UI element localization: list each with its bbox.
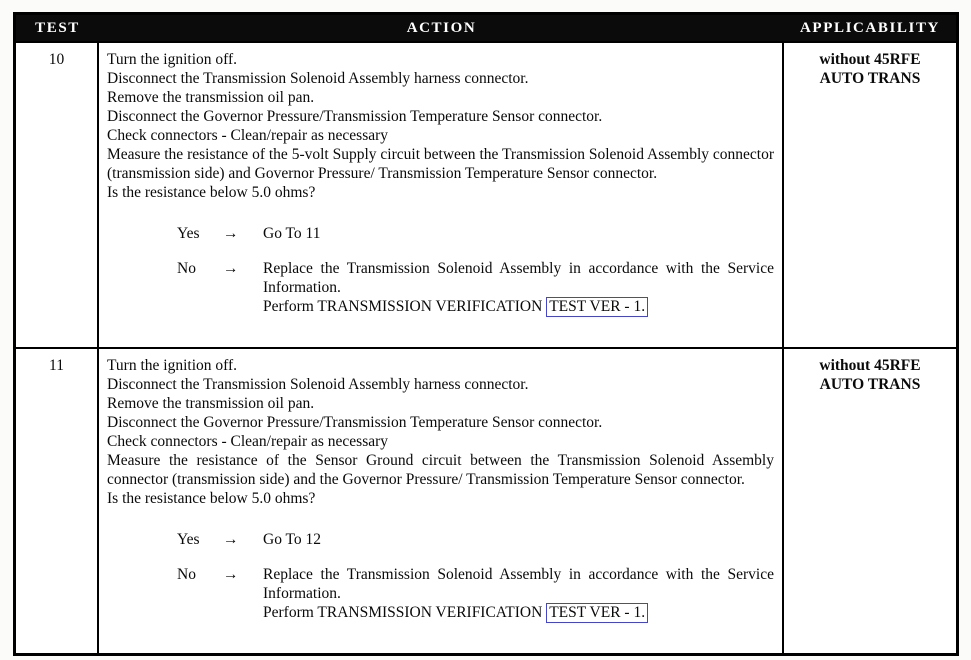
applicability-line: AUTO TRANS <box>819 70 921 87</box>
right-arrow-icon: → <box>223 260 239 277</box>
header-cell-test: TEST <box>35 20 80 36</box>
test-ver-link[interactable]: TEST VER - 1. <box>546 297 648 317</box>
applicability-line: without 45RFE <box>819 51 921 68</box>
applicability-line: without 45RFE <box>819 357 921 374</box>
action-step: Disconnect the Transmission Solenoid Assembly harness connector. <box>107 70 529 87</box>
action-step: Remove the transmission oil pan. <box>107 89 315 106</box>
table-row-test-10 <box>16 41 956 347</box>
action-step: Disconnect the Governor Pressure/Transmission Temperature Sensor connector. <box>107 108 603 125</box>
action-question: Is the resistance below 5.0 ohms? <box>107 490 316 507</box>
no-action: Replace the Transmission Solenoid Assembly in accordance with the Service Information. <box>263 566 774 602</box>
action-step: Disconnect the Transmission Solenoid Assembly harness connector. <box>107 376 529 393</box>
perform-prefix: Perform TRANSMISSION VERIFICATION <box>263 298 547 315</box>
action-step: Remove the transmission oil pan. <box>107 395 315 412</box>
test-number: 11 <box>16 349 99 653</box>
yes-branch <box>107 530 774 549</box>
header-cell-applicability: APPLICABILITY <box>800 20 940 36</box>
yes-label: Yes <box>177 531 200 548</box>
yes-action: Go To 11 <box>263 225 321 242</box>
applicability-line: AUTO TRANS <box>819 376 921 393</box>
right-arrow-icon: → <box>223 531 239 548</box>
right-arrow-icon: → <box>223 566 239 583</box>
no-action: Replace the Transmission Solenoid Assembly in accordance with the Service Information. <box>263 260 774 296</box>
no-label: No <box>177 566 196 583</box>
yes-action: Go To 12 <box>263 531 322 548</box>
action-cell <box>99 43 784 347</box>
table-header <box>16 15 956 41</box>
action-step: Turn the ignition off. <box>107 51 238 68</box>
action-question: Is the resistance below 5.0 ohms? <box>107 184 316 201</box>
action-cell <box>99 349 784 653</box>
action-step: Check connectors - Clean/repair as necessary <box>107 433 389 450</box>
action-step: Disconnect the Governor Pressure/Transmission Temperature Sensor connector. <box>107 414 603 431</box>
yes-branch <box>107 224 774 243</box>
action-step: Check connectors - Clean/repair as necessary <box>107 127 389 144</box>
applicability-cell <box>784 43 956 347</box>
test-number: 10 <box>16 43 99 347</box>
diagnostic-test-table <box>13 12 959 656</box>
applicability-cell <box>784 349 956 653</box>
right-arrow-icon: → <box>223 225 239 242</box>
no-action-block <box>263 259 774 316</box>
perform-line <box>263 603 774 622</box>
no-label: No <box>177 260 196 277</box>
action-step: Measure the resistance of the 5-volt Supply circuit between the Transmission Solenoid Assembly connector (transmission side) and Governor Pressure/ Transmission Temperature Sensor connector. <box>107 146 774 182</box>
action-step: Turn the ignition off. <box>107 357 238 374</box>
perform-line <box>263 297 774 316</box>
no-action-block <box>263 565 774 622</box>
test-ver-link[interactable]: TEST VER - 1. <box>546 603 648 623</box>
no-branch <box>107 565 774 622</box>
perform-prefix: Perform TRANSMISSION VERIFICATION <box>263 604 547 621</box>
yes-label: Yes <box>177 225 200 242</box>
header-cell-action: ACTION <box>406 20 477 36</box>
table-row-test-11 <box>16 347 956 653</box>
action-step: Measure the resistance of the Sensor Ground circuit between the Transmission Solenoid Assembly connector (transmission side) and the Governor Pressure/ Transmission Temperature Sensor connector. <box>107 452 774 488</box>
no-branch <box>107 259 774 316</box>
